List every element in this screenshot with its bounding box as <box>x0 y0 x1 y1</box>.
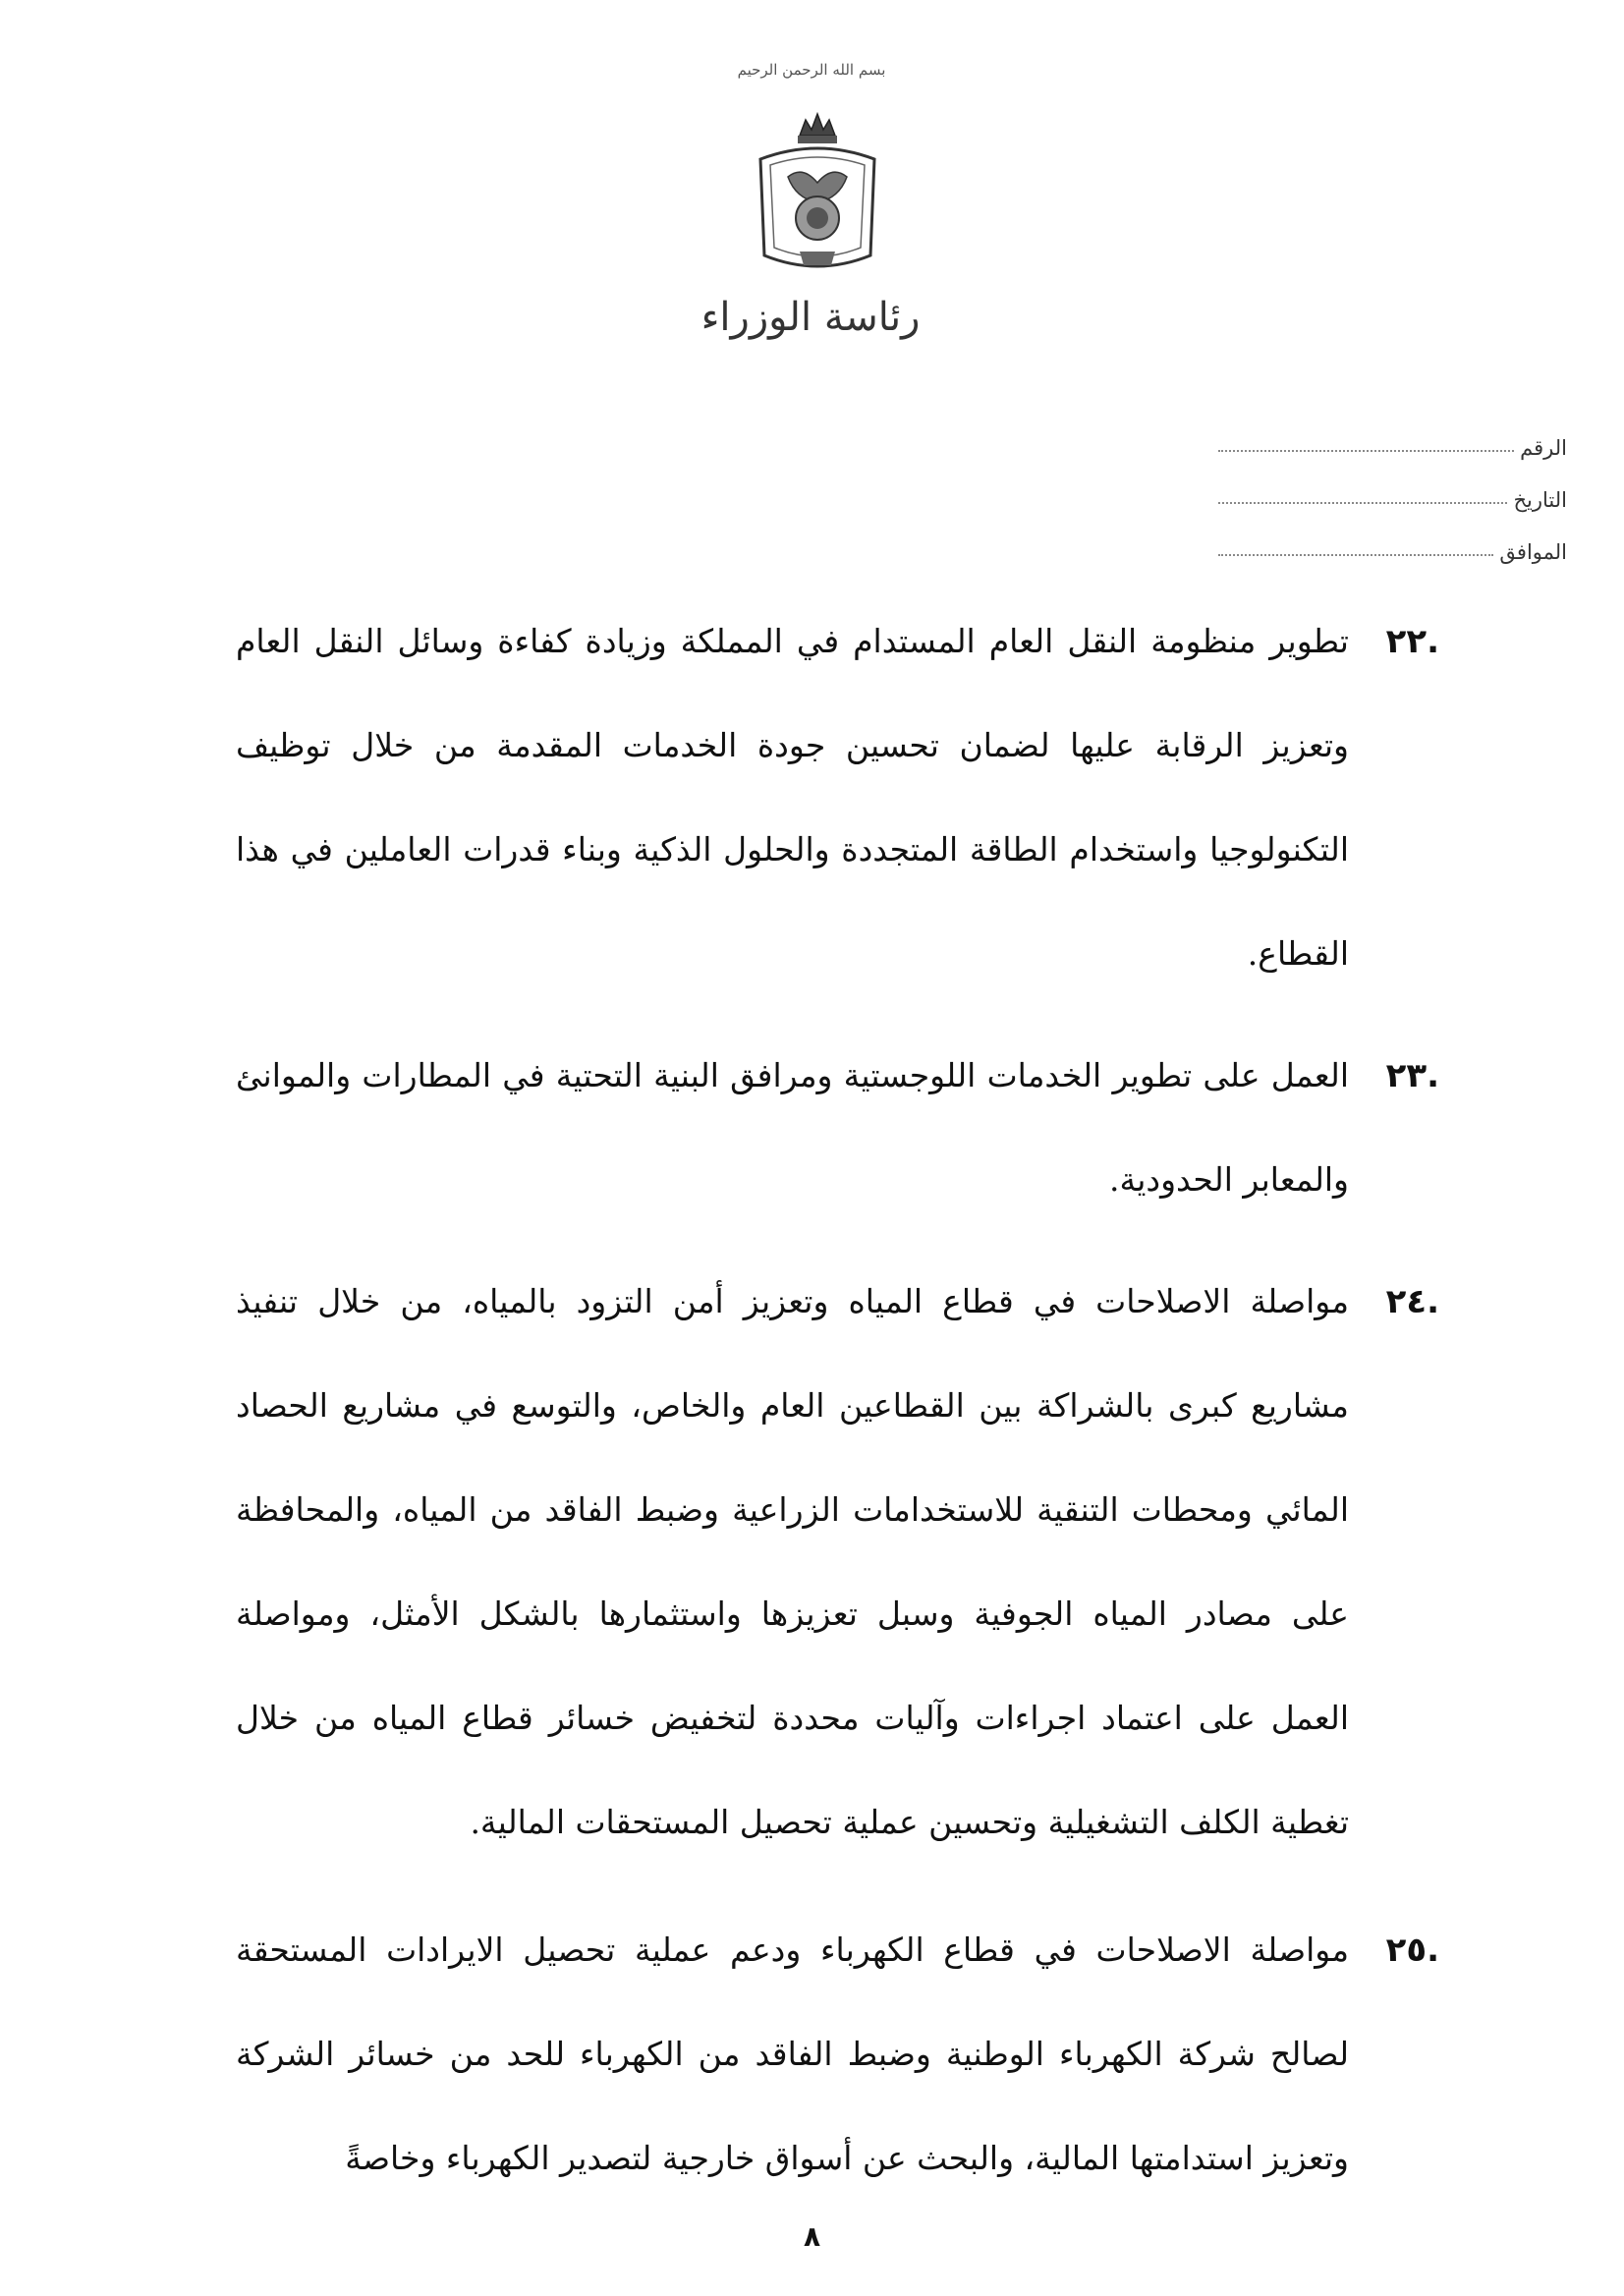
item-text: تطوير منظومة النقل العام المستدام في المملكة وزيادة كفاءة وسائل النقل العام وتعزيز الرقابة عليها لضمان تحسين جودة الخدمات المقدمة من خلال توظيف التكنولوجيا واستخدام الطاقة المتجددة والحلول الذكية وبناء قدرات العاملين في هذا القطاع. <box>236 622 1349 973</box>
item-number: .٢٥ <box>1385 1931 1439 1970</box>
date-row <box>1218 476 1567 512</box>
list-item <box>236 1250 1439 1875</box>
reference-number-row <box>1218 424 1567 460</box>
corresponding-date-line <box>1218 542 1493 556</box>
reference-fields <box>1218 424 1567 581</box>
item-text: العمل على تطوير الخدمات اللوجستية ومرافق البنية التحتية في المطارات والموانئ والمعابر الحدودية. <box>236 1056 1349 1199</box>
page-number: ٨ <box>803 2220 821 2253</box>
document-body <box>236 589 1439 2228</box>
item-text: مواصلة الاصلاحات في قطاع المياه وتعزيز أمن التزود بالمياه، من خلال تنفيذ مشاريع كبرى بالشراكة بين القطاعين العام والخاص، والتوسع في مشاريع الحصاد المائي ومحطات التنقية للاستخدامات الزراعية وضبط الفاقد من المياه، والمحافظة على مصادر المياه الجوفية وسبل تعزيزها واستثمارها بالشكل الأمثل، ومواصلة العمل على اعتماد اجراءات وآليات محددة لتخفيض خسائر قطاع المياه من خلال تغطية الكلف التشغيلية وتحسين عملية تحصيل المستحقات المالية. <box>236 1282 1349 1841</box>
list-item <box>236 589 1439 1006</box>
reference-number-label: الرقم <box>1520 436 1567 460</box>
corresponding-date-label: الموافق <box>1499 540 1567 564</box>
reference-number-line <box>1218 438 1514 452</box>
list-item <box>236 1024 1439 1232</box>
item-number: .٢٤ <box>1385 1282 1439 1321</box>
corresponding-date-row <box>1218 529 1567 564</box>
list-item <box>236 1898 1439 2211</box>
date-label: التاريخ <box>1513 488 1567 512</box>
date-line <box>1218 490 1507 504</box>
item-text: مواصلة الاصلاحات في قطاع الكهرباء ودعم عملية تحصيل الايرادات المستحقة لصالح شركة الكهرباء الوطنية وضبط الفاقد من الكهرباء للحد من خسائر الشركة وتعزيز استدامتها المالية، والبحث عن أسواق خارجية لتصدير الكهرباء وخاصةً <box>236 1931 1349 2177</box>
royal-emblem-icon <box>749 108 886 280</box>
item-number: .٢٣ <box>1385 1056 1439 1095</box>
ministry-name-calligraphy: رئاسة الوزراء <box>700 295 921 340</box>
item-number: .٢٢ <box>1385 622 1439 661</box>
basmala-calligraphy: بسم الله الرحمن الرحيم <box>737 61 886 79</box>
